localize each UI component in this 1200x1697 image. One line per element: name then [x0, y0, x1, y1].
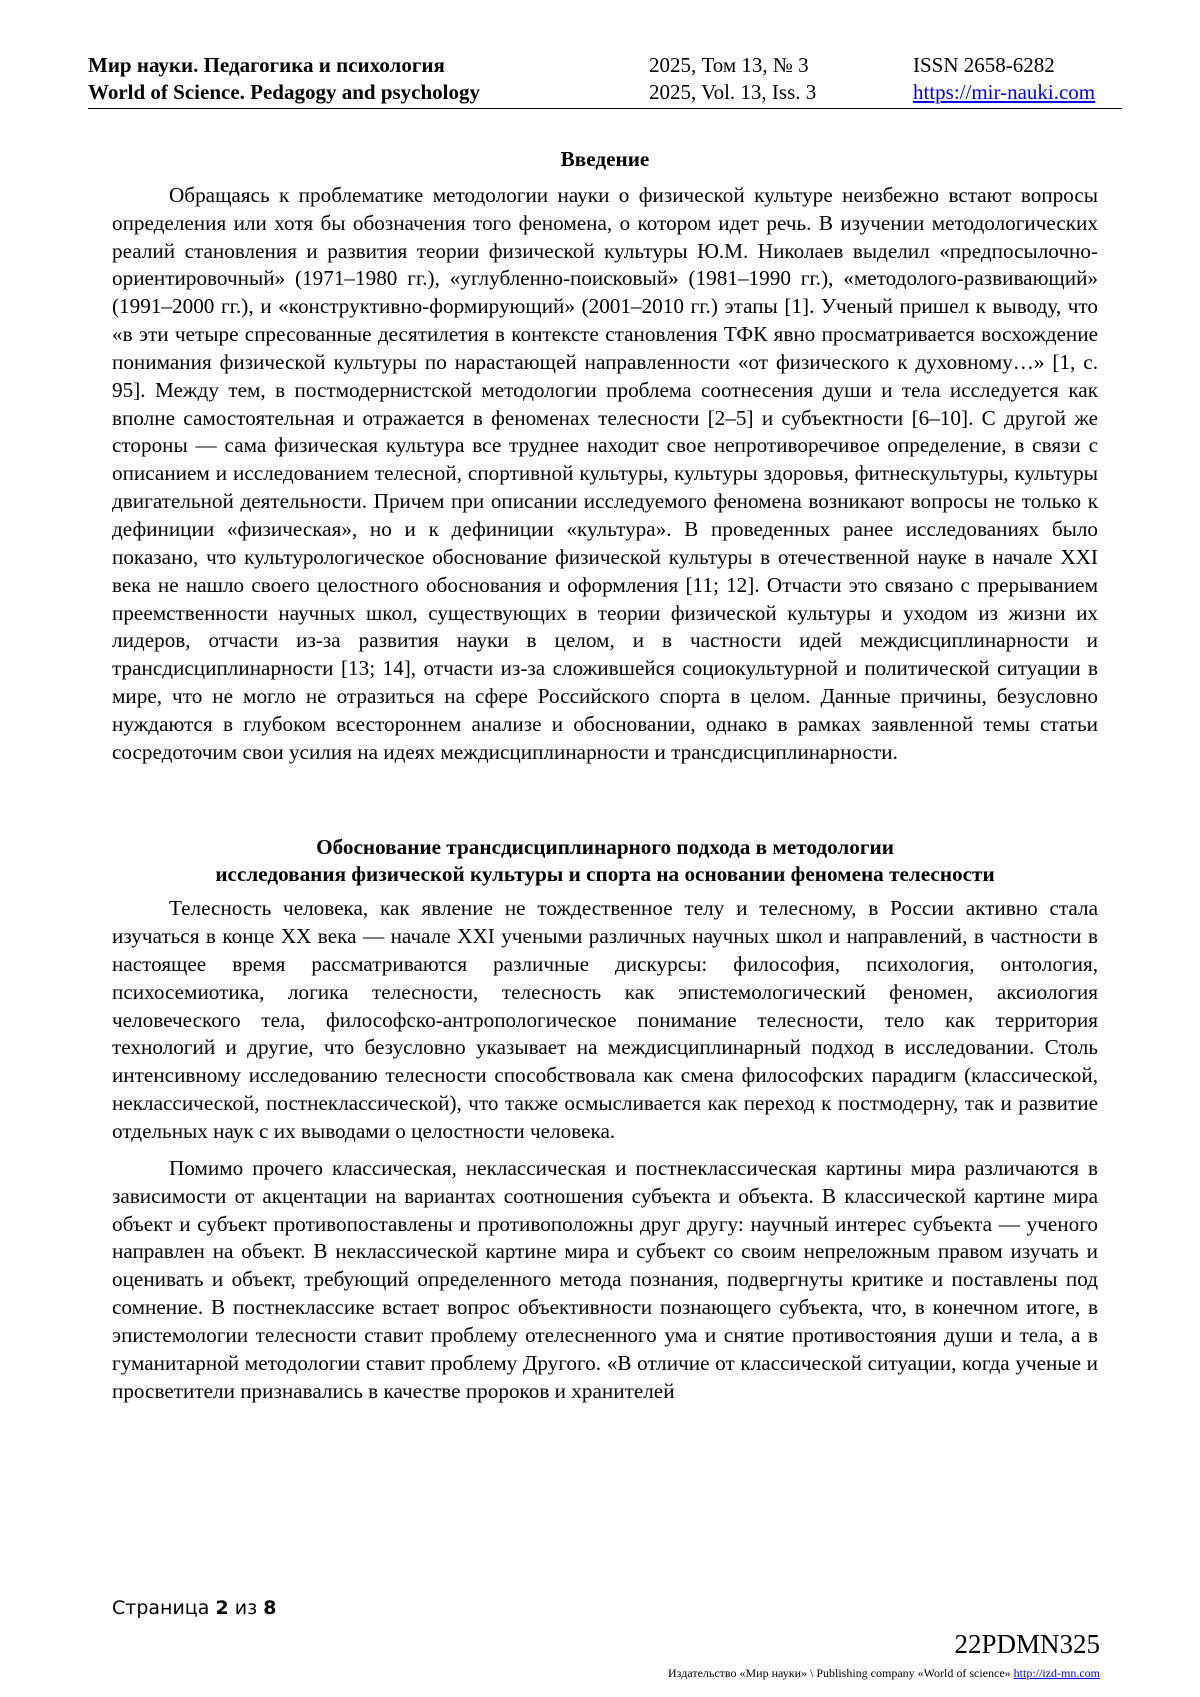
paragraph-introduction: Обращаясь к проблематике методологии науки о физической культуре неизбежно встают вопросы определения или хотя бы обозначения того феномена, о котором идет речь. В изучении методологических реалий становления и развития теории физической культуры Ю.М. Николаев выделил «предпосылочно-ориентировочный» (1971–1980 гг.), «углубленно-поисковый» (1981–1990 гг.), «методолого-развивающий» (1991–2000 гг.), и «конструктивно-формирующий» (2001–2010 гг.) этапы [1]. Ученый пришел к выводу, что «в эти четыре спресованные десятилетия в контексте становления ТФК явно просматривается восхождение понимания физической культуры по нарастающей направленности «от физического к духовному…» [1, с. 95]. Между тем, в постмодернистской методологии проблема соотнесения души и тела исследуется как вполне самостоятельная и отражается в феноменах телесности [2–5] и субъектности [6–10]. С другой же стороны — сама физическая культура все труднее находит свое непротиворечивое определение, в связи с описанием и исследованием телесной, спортивной культуры, культуры здоровья, фитнескультуры, культуры двигательной деятельности. Причем при описании исследуемого феномена возникают вопросы не только к дефиниции «физическая», но и к дефиниции «культура». В проведенных ранее исследованиях было показано, что культурологическое обоснование физической культуры в отечественной науке в начале XXI века не нашло своего целостного обоснования и оформления [11; 12]. Отчасти это связано с прерыванием преемственности научных школ, существующих в теории физической культуры и уходом из жизни их лидеров, отчасти из-за развития науки в целом, и в частности идей междисциплинарности и трансдисциплинарности [13; 14], отчасти из-за сложившейся социокультурной и политической ситуации в мире, что не могло не отразиться на сфере Российского спорта в целом. Данные причины, безусловно нуждаются в глубоком всестороннем анализе и обосновании, однако в рамках заявленной темы статьи сосредоточим свои усилия на идеях междисциплинарности и трансдисциплинарности.: [112, 182, 1098, 764]
page-number: [112, 1597, 276, 1619]
section-heading-line-1: Обоснование трансдисциплинарного подхода в методологии: [316, 834, 894, 859]
issn: ISSN 2658-6282: [913, 53, 1055, 77]
page-current: 2: [215, 1597, 229, 1619]
page-prefix: Страница: [112, 1597, 210, 1619]
article-body: [112, 146, 1098, 1405]
issue-info: [649, 52, 816, 106]
publisher-url-link[interactable]: http://izd-mn.com: [1013, 1666, 1100, 1680]
article-code: 22PDMN325: [954, 1629, 1100, 1659]
publisher-line: [668, 1666, 1100, 1681]
section-heading-line-2: исследования физической культуры и спорта на основании феномена телесности: [215, 862, 995, 887]
issn-block: [913, 52, 1095, 106]
journal-title: [88, 52, 480, 106]
issue-en: 2025, Vol. 13, Iss. 3: [649, 80, 817, 104]
paragraph-worldview: Помимо прочего классическая, неклассическая и постнеклассическая картины мира различаются в зависимости от акцентации на вариантах соотношения субъекта и объекта. В классической картине мира объект и субъект противопоставлены и противоположны друг другу: научный интерес субъекта — ученого направлен на объект. В неклассической картине мира и субъект со своим непреложным правом изучать и оценивать и объект, требующий определенного метода познания, подвергнуты критике и поставлены под сомнение. В постнеклассике встает вопрос объективности познающего субъекта, что, в конечном итоге, в эпистемологии телесности ставит проблему отелесненного ума и снятие противостояния души и тела, а в гуманитарной методологии ставит проблему Другого. «В отличие от классической ситуации, когда ученые и просветители признавались в качестве пророков и хранителей: [112, 1155, 1098, 1403]
page-header: [88, 52, 1122, 109]
section-heading-introduction: Введение: [560, 147, 650, 171]
page-of: из: [234, 1597, 258, 1619]
publisher-text: Издательство «Мир науки» \ Publishing company «World of science»: [668, 1666, 1011, 1680]
journal-title-en: World of Science. Pedagogy and psychology: [88, 80, 481, 104]
page-total: 8: [263, 1597, 277, 1619]
journal-title-ru: Мир науки. Педагогика и психология: [88, 53, 445, 77]
issue-ru: 2025, Том 13, № 3: [649, 53, 809, 77]
paragraph-corporeality: Телесность человека, как явление не тождественное телу и телесному, в России активно стала изучаться в конце XX века — начале XXI учеными различных научных школ и направлений, в частности в настоящее время рассматриваются различные дискурсы: философия, психология, онтология, психосемиотика, логика телесности, телесность как эпистемологический феномен, аксиология человеческого тела, философско-антропологическое понимание телесности, тело как территория технологий и другие, что безусловно указывает на междисциплинарный подход в исследовании. Столь интенсивному исследованию телесности способствовала как смена философских парадигм (классической, неклассической, постнеклассической), что также осмысливается как переход к постмодерну, так и развитие отдельных наук с их выводами о целостности человека.: [112, 896, 1098, 1143]
section-heading-transdisciplinary: [112, 834, 1098, 890]
journal-url-link[interactable]: https://mir-nauki.com: [913, 80, 1096, 104]
